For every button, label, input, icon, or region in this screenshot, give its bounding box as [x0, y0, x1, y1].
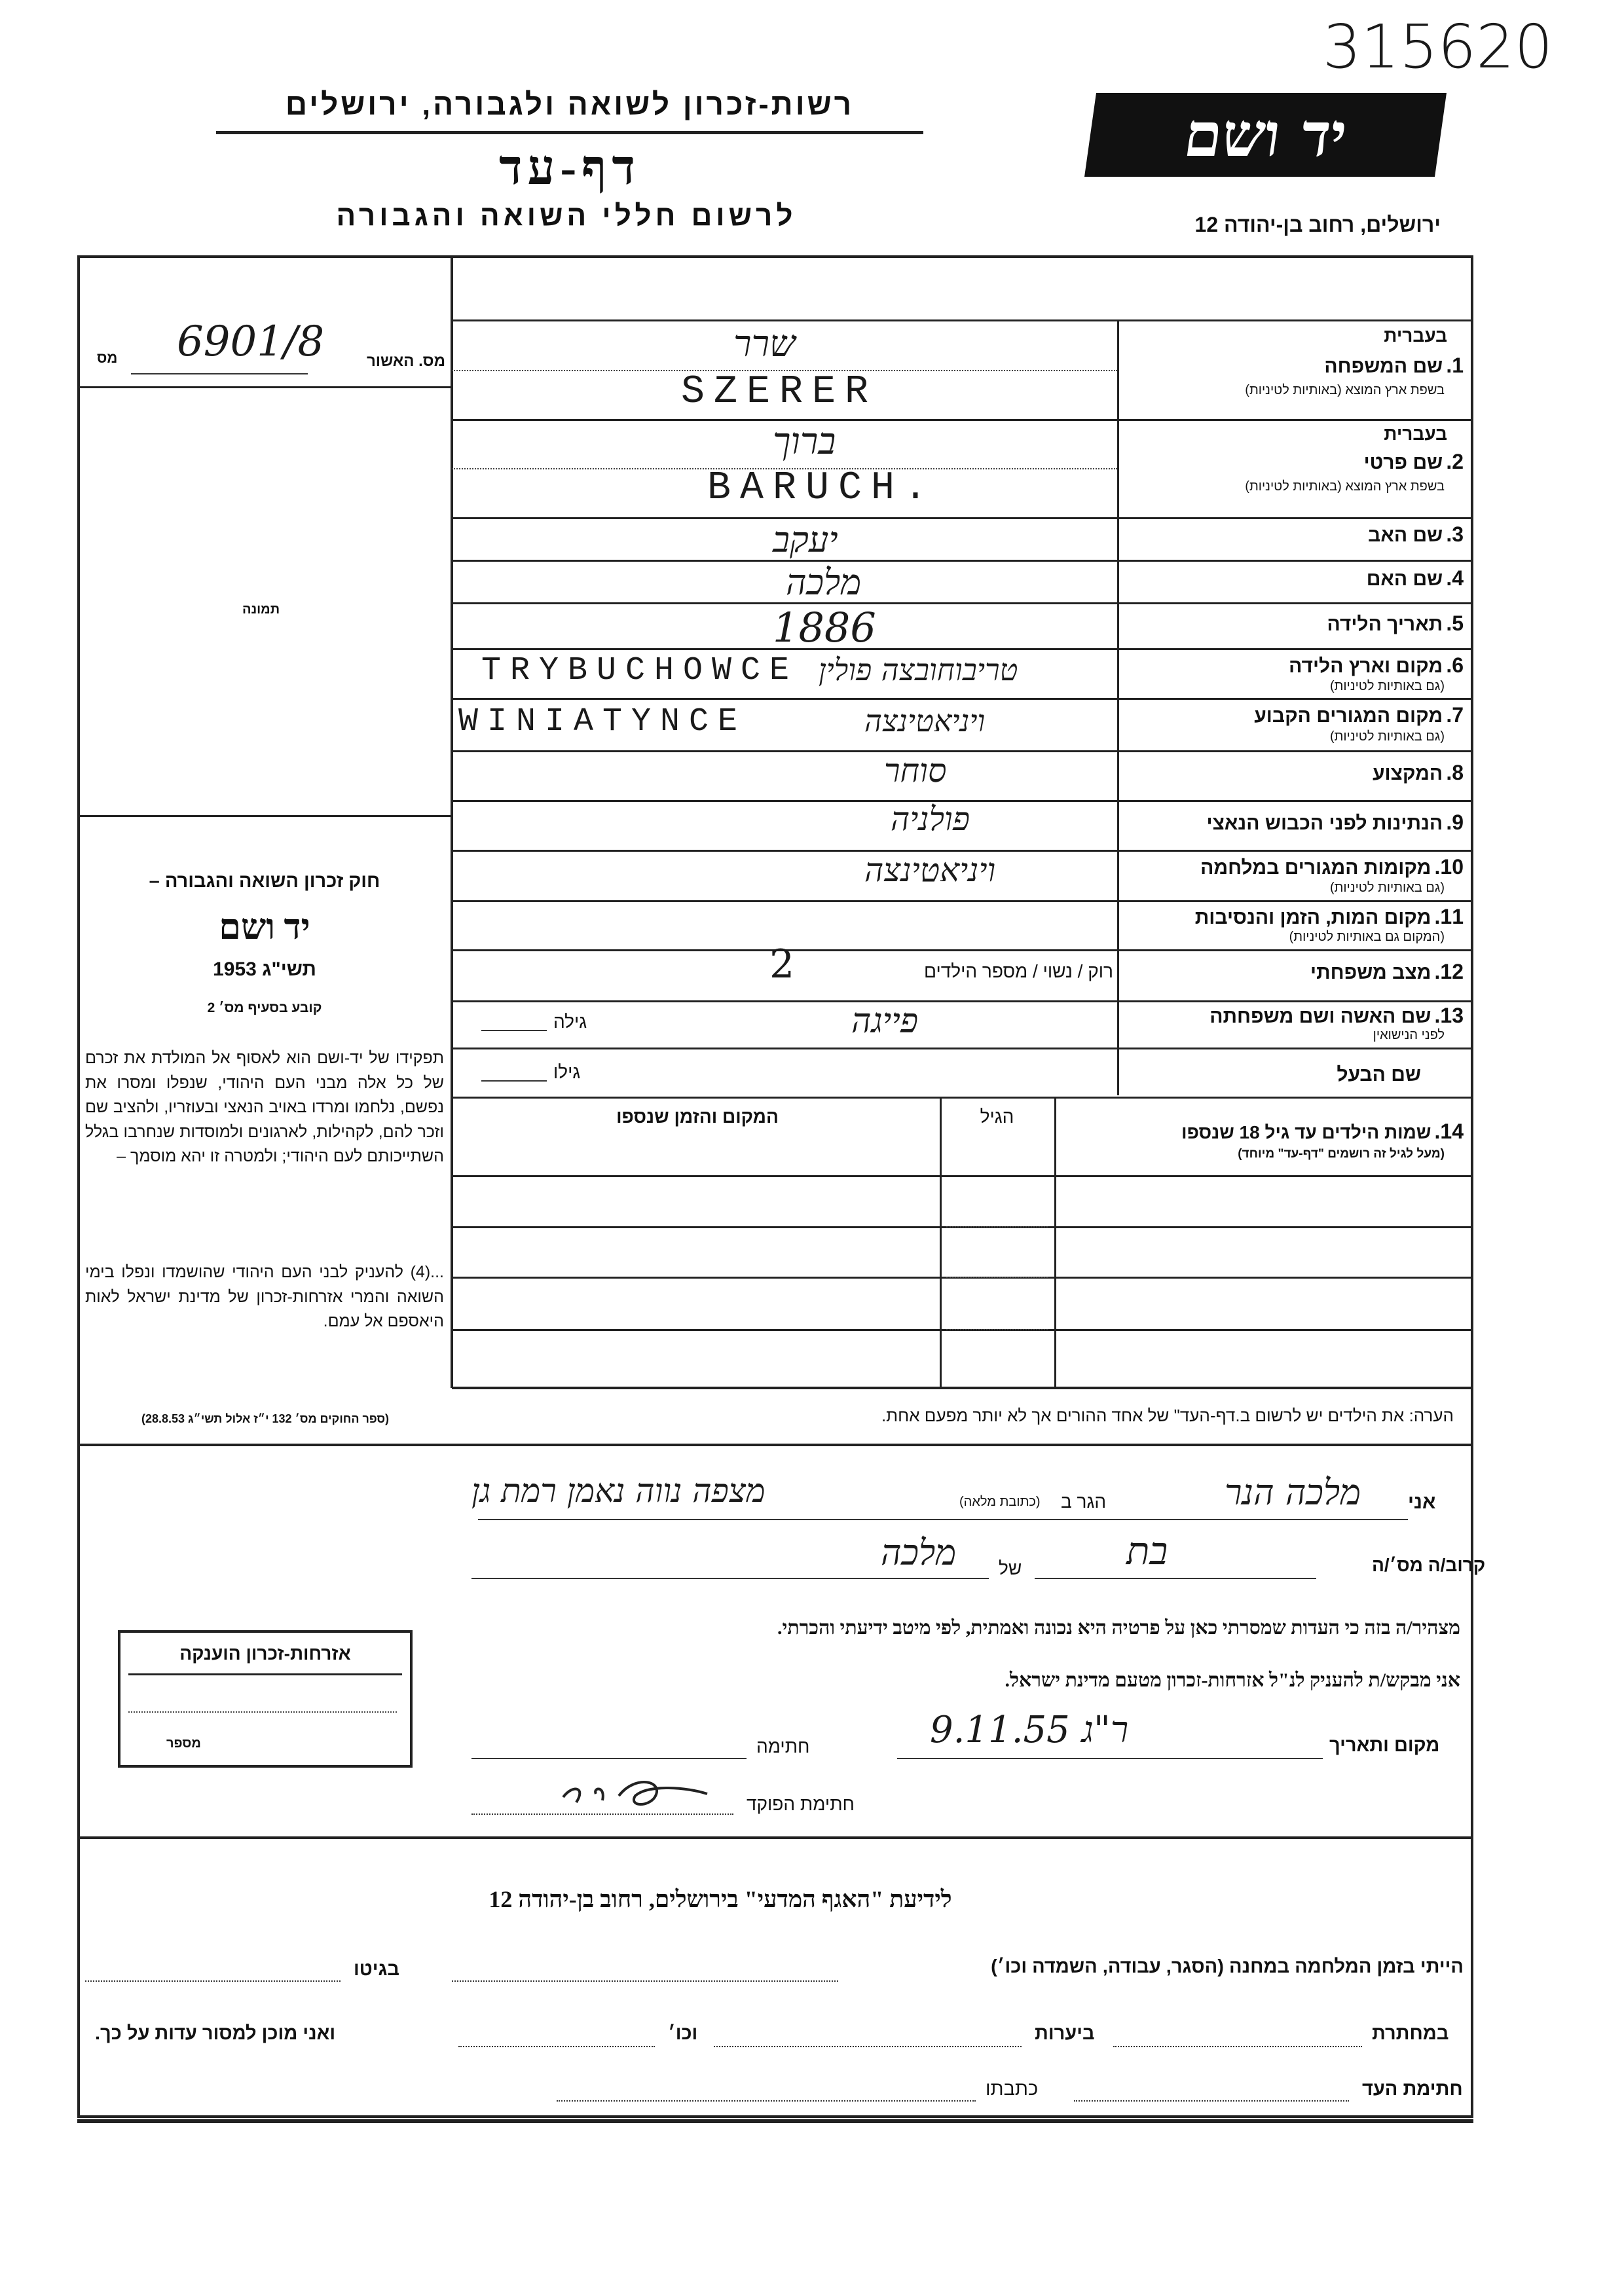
yad-vashem-logo: [1084, 93, 1447, 177]
section-number: 13.: [1434, 1004, 1464, 1027]
signature-label: חתימה: [756, 1736, 810, 1757]
officer-label: חתימת הפוקד: [747, 1794, 855, 1814]
law-text: תפקידו של יד-ושם הוא לאסוף אל המולדת את זכרם של כל אלה מבני העם היהודי, שנפלו ומסרו את נפשם, נלחמו ומרדו באויב הנאצי ובעוזריו, ולהציב שם וזכר להם, לקהילות, לארגונים ולמוסדות שנחרבו בגלל השתייכותם לעם היהודי; ולמטרה זו יהא מוסמך –: [85, 1049, 444, 1165]
form-title: דף-עד: [498, 141, 641, 195]
section-title: מקום וארץ הלידה: [1289, 655, 1443, 677]
row-line: [452, 602, 1473, 604]
hebrew-tag: בעברית: [1384, 325, 1447, 346]
children-header-line: [452, 1175, 1473, 1177]
place-date-value: ר"ג 9.11.55: [930, 1709, 1129, 1751]
wartime-residence: ויניאטינצה: [864, 851, 996, 889]
hebrew-tag: בעברית: [1384, 424, 1447, 444]
witness-address-line[interactable]: [557, 2100, 976, 2102]
section-number: 2.: [1446, 450, 1464, 473]
label-column-divider: [1117, 319, 1119, 1095]
left-column-divider: [451, 255, 453, 1388]
etc-line[interactable]: [458, 2046, 655, 2047]
row-line: [452, 949, 1473, 951]
section-title: תאריך הלידה: [1327, 613, 1443, 635]
family-status-options: [747, 961, 1113, 982]
approval-number: 6901/8: [177, 318, 325, 366]
note-bottom-line: [77, 1444, 1473, 1446]
logo-text: יד ושם: [1179, 100, 1352, 170]
children-age-header: הגיל: [980, 1106, 1014, 1127]
residence-hebrew: ויניאטינצה: [864, 703, 986, 738]
section-number: 12.: [1434, 960, 1464, 983]
children-table-divider: [940, 1097, 942, 1388]
surname-hebrew: שרר: [733, 323, 796, 365]
law-name: יד ושם: [219, 907, 310, 947]
relation-line: [1035, 1578, 1316, 1579]
witness-sig-label: חתימת העד: [1362, 2079, 1463, 2100]
archive-number: 315620: [1323, 12, 1553, 82]
section-subtitle: (גם באותיות לטיניות): [1329, 729, 1445, 744]
approval-no-label: מס: [97, 350, 118, 366]
family-status-text: רוק / נשוי / מספר הילדים: [924, 961, 1113, 981]
partisans-line[interactable]: [1113, 2046, 1362, 2047]
section-9-label: [1126, 811, 1464, 835]
husband-label: [1126, 1064, 1421, 1086]
declarant-name: מלכה הנר: [1225, 1472, 1361, 1513]
camp-line-label: הייתי בזמן המלחמה במחנה (הסגר, עבודה, השמדה וכו׳): [991, 1956, 1464, 1977]
section-number: 7.: [1446, 703, 1464, 727]
section-number: 5.: [1446, 611, 1464, 635]
law-year: תשי"ג 1953: [213, 958, 316, 980]
section-title: מקום המות, הזמן והנסיבות: [1194, 907, 1431, 928]
birth-date: 1886: [773, 604, 876, 651]
frame-bottom-shadow: [77, 2119, 1473, 2123]
authority-title: רשות-זכרון לשואה ולגבורה, ירושלים: [285, 87, 855, 121]
photo-label: תמונה: [242, 602, 280, 617]
section-title: שם הבעל: [1337, 1064, 1421, 1085]
section-title: מקום המגורים הקבוע: [1254, 705, 1443, 727]
children-place-header: המקום והזמן שנספו: [616, 1106, 779, 1127]
row-line: [452, 1048, 1473, 1049]
relation-value: בת: [1126, 1529, 1168, 1573]
section-10-label: [1126, 855, 1464, 879]
citizenship-title: אזרחות-זכרון הוענקה: [179, 1643, 351, 1664]
birth-place-hebrew: טריבוחובצה פולין: [819, 652, 1018, 687]
section-8-label: [1126, 761, 1464, 785]
approval-block: [308, 352, 445, 371]
husband-age-label: גילו: [553, 1062, 581, 1082]
section-subtitle: (גם באותיות לטיניות): [1329, 881, 1445, 895]
top-row-line: [452, 319, 1473, 321]
partisans-label: במחתרת: [1372, 2023, 1449, 2044]
row-line: [452, 648, 1473, 650]
section-1-label: [1126, 354, 1464, 378]
footer-top-line: [77, 1836, 1473, 1839]
officer-signature: [557, 1771, 714, 1817]
ghetto-line[interactable]: [85, 1980, 341, 1982]
law-text-clause-4: ...(4) להעניק לבני העם היהודי שהושמדו ונפלו בימי השואה והמרי אזרחות-זכרון של מדינת ישראל לאות היאספם אל עמם.: [85, 1263, 444, 1330]
authority-underline: [216, 131, 923, 134]
section-title: מצב משפחתי: [1310, 962, 1431, 983]
section-title: הנתינות לפני הכבוש הנאצי: [1206, 812, 1443, 834]
section-11-label: [1126, 905, 1464, 929]
declaration-text: מצהיר/ה בזה כי העדות שמסרתי כאן על פרטיה היא נכונה ואמתית, לפי מיטב ידיעתי והכרתי.: [777, 1617, 1460, 1639]
section-7-label: [1126, 703, 1464, 727]
section-subtitle: (גם באותיות לטיניות): [1329, 679, 1445, 693]
section-number: 11.: [1434, 905, 1464, 928]
of-whom-value: מלכה: [881, 1532, 957, 1573]
wife-age-field[interactable]: [481, 1030, 547, 1031]
section-number: 3.: [1446, 522, 1464, 546]
husband-age-field[interactable]: [481, 1080, 547, 1082]
section-number: 6.: [1446, 653, 1464, 677]
request-text: אני מבקש/ת להעניק לנ"ל אזרחות-זכרון מטעם מדינת ישראל.: [1005, 1669, 1460, 1691]
row-line: [452, 698, 1473, 700]
declarant-address: מצפה נווה נאמן רמת גן: [471, 1472, 766, 1510]
wife-name: פייגה: [851, 1002, 919, 1041]
etc-label: וכו׳: [668, 2023, 698, 2044]
section-13-label: [1126, 1004, 1464, 1028]
section-number: 10.: [1434, 855, 1464, 879]
surname-latin: SZERER: [681, 370, 878, 414]
section-subtitle: (מעל לגיל זה רושמים "דף-עד" מיוחד): [1238, 1147, 1445, 1161]
witness-address-label: כתבתו: [986, 2079, 1039, 2100]
section-number: 14.: [1434, 1120, 1464, 1143]
section-2-label: [1126, 450, 1464, 474]
father-name: יעקב: [773, 519, 838, 560]
residence-latin: WINIATYNCE: [458, 703, 747, 740]
section-title: שמות הילדים עד גיל 18 שנספו: [1181, 1122, 1431, 1142]
note-top-line: [452, 1387, 1473, 1389]
place-date-label: מקום ותאריך: [1329, 1735, 1440, 1756]
children-table-divider: [1054, 1097, 1056, 1388]
section-12-label: [1126, 960, 1464, 984]
row-line: [452, 517, 1473, 519]
law-source: (ספר החוקים מס׳ 132 י״ז אלול תשי״ג 28.8.53): [141, 1412, 390, 1425]
declarant-line: [478, 1519, 1408, 1520]
section-number: 9.: [1446, 811, 1464, 834]
row-line: [452, 750, 1473, 752]
citizenship: פולניה: [891, 800, 970, 838]
section-3-label: [1126, 522, 1464, 547]
section-14-label: [1054, 1120, 1464, 1144]
full-address-label: (כתובת מלאה): [959, 1495, 1041, 1509]
section-5-label: [1126, 611, 1464, 636]
ghetto-label: בגיטו: [354, 1959, 399, 1980]
section-number: 8.: [1446, 761, 1464, 784]
header-address: ירושלים, רחוב בן-יהודה 12: [1194, 213, 1441, 236]
of-whom-line: [471, 1578, 989, 1579]
first-name-latin: BARUCH.: [707, 466, 937, 511]
form-subtitle: לרשום חללי השואה והגבורה: [336, 200, 797, 232]
declarant-gar-b: הגר ב: [1061, 1491, 1107, 1512]
section-title: המקצוע: [1372, 763, 1443, 784]
section-4-label: [1126, 566, 1464, 591]
law-clause: קובע בסעיף מס׳ 2: [207, 1000, 322, 1015]
section-subtitle: בשפת ארץ המוצא (באותיות לטיניות): [1245, 383, 1445, 397]
section-title: מקומות המגורים במלחמה: [1200, 857, 1431, 879]
section-title: שם פרטי: [1363, 452, 1443, 473]
section-number: 4.: [1446, 566, 1464, 590]
shel-label: של: [999, 1558, 1022, 1578]
approval-underline: [131, 373, 308, 374]
children-age-dotted: [946, 1226, 1048, 1228]
forests-label: ביערות: [1035, 2023, 1095, 2044]
section-title: שם האב: [1368, 524, 1443, 546]
section-title: שם המשפחה: [1324, 355, 1443, 377]
photo-bottom-line: [77, 815, 452, 817]
row-line: [452, 1097, 1473, 1099]
approval-line: [77, 386, 452, 388]
birth-place-latin: TRYBUCHOWCE: [481, 652, 799, 689]
children-age-dotted: [946, 1277, 1048, 1278]
relative-label: קרוב/ה מס׳/ה: [1372, 1555, 1486, 1575]
row-line: [452, 1000, 1473, 1002]
approval-label: מס. האשור: [366, 352, 445, 370]
section-title: שם האשה ושם משפחתה: [1209, 1006, 1431, 1027]
ready-text: ואני מוכן למסור עדות על כך.: [95, 2023, 336, 2044]
wife-age-label: גילה: [553, 1011, 587, 1032]
section-subtitle: (המקום גם באותיות לטיניות): [1289, 930, 1445, 944]
law-title: חוק זכרון השואה והגבורה –: [149, 871, 380, 892]
section-subtitle: לפני הנישואין: [1373, 1028, 1445, 1042]
camp-line[interactable]: [452, 1980, 838, 1982]
declarant-ani: אני: [1408, 1491, 1436, 1513]
citizenship-dotted: [128, 1711, 397, 1713]
signature-line[interactable]: [471, 1758, 747, 1759]
witness-sig-line[interactable]: [1074, 2100, 1349, 2102]
row-line: [452, 560, 1473, 562]
place-date-line[interactable]: [897, 1758, 1323, 1759]
section-6-label: [1126, 653, 1464, 678]
footer-title: לידיעת "האגף המדעי" בירושלים, רחוב בן-יהודה 12: [489, 1886, 952, 1912]
children-age-dotted: [946, 1329, 1048, 1330]
section-title: שם האם: [1366, 568, 1443, 590]
children-count: 2: [769, 941, 795, 987]
profession: סוחר: [884, 752, 947, 790]
row-line: [452, 419, 1473, 421]
mother-name: מלכה: [786, 562, 862, 603]
citizenship-number-label: מספר: [166, 1736, 201, 1751]
row-line: [452, 900, 1473, 902]
citizenship-box: [118, 1630, 413, 1768]
section-subtitle: בשפת ארץ המוצא (באותיות לטיניות): [1245, 479, 1445, 494]
section-number: 1.: [1446, 354, 1464, 377]
first-name-hebrew: ברוך: [773, 420, 836, 463]
note-text: הערה: את הילדים יש לרשום ב.דף-העד" של אחד ההורים אך לא יותר מפעם אחת.: [881, 1406, 1454, 1425]
forests-line[interactable]: [714, 2046, 1022, 2047]
